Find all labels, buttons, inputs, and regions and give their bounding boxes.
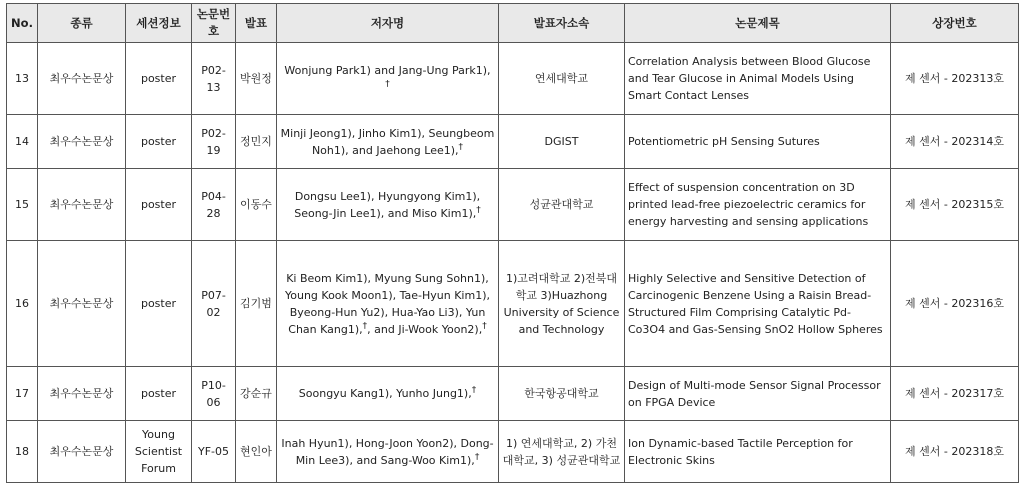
- cell-paper-no: P02-19: [192, 115, 236, 169]
- cell-session: poster: [126, 115, 192, 169]
- header-affiliation: 발표자소속: [499, 4, 625, 43]
- cell-authors: [277, 43, 499, 115]
- cell-paper-no: P10-06: [192, 367, 236, 421]
- authors-text: Wonjung Park1) and Jang-Ung Park1),: [284, 63, 491, 77]
- cell-presenter: 박원정: [236, 43, 277, 115]
- header-session: 세션정보: [126, 4, 192, 43]
- table-row: [7, 421, 1019, 483]
- cell-presenter: 강순규: [236, 367, 277, 421]
- cell-authors: [277, 115, 499, 169]
- cell-award-no: 제 센서 - 202317호: [891, 367, 1019, 421]
- header-row: [7, 4, 1019, 43]
- header-presenter: 발표: [236, 4, 277, 43]
- table-row: [7, 169, 1019, 241]
- cell-type: 최우수논문상: [38, 43, 126, 115]
- cell-award-no: 제 센서 - 202313호: [891, 43, 1019, 115]
- dagger-mark: †: [458, 141, 464, 152]
- cell-title: Potentiometric pH Sensing Sutures: [625, 115, 891, 169]
- cell-session: poster: [126, 43, 192, 115]
- authors-text-tail: , and Ji-Wook Yoon2),: [367, 322, 483, 336]
- dagger-mark: †: [385, 78, 390, 89]
- cell-title: Ion Dynamic-based Tactile Perception for Electronic Skins: [625, 421, 891, 483]
- cell-presenter: 정민지: [236, 115, 277, 169]
- cell-paper-no: P07-02: [192, 241, 236, 367]
- cell-award-no: 제 센서 - 202315호: [891, 169, 1019, 241]
- awards-table: [6, 3, 1019, 483]
- cell-authors: [277, 169, 499, 241]
- authors-text: Soongyu Kang1), Yunho Jung1),: [298, 387, 472, 400]
- header-title: 논문제목: [625, 4, 891, 43]
- cell-affiliation: 1)고려대학교 2)전북대학교 3)Huazhong University of Science and Technology: [499, 241, 625, 367]
- cell-presenter: 김기범: [236, 241, 277, 367]
- dagger-mark: †: [471, 385, 477, 396]
- cell-presenter: 이동수: [236, 169, 277, 241]
- authors-text: Minji Jeong1), Jinho Kim1), Seungbeom Noh1), and Jaehong Lee1),: [280, 126, 495, 157]
- header-paper-no: 논문번호: [192, 4, 236, 43]
- cell-title: Effect of suspension concentration on 3D printed lead-free piezoelectric ceramics for energy harvesting and sensing applications: [625, 169, 891, 241]
- dagger-mark: †: [362, 320, 368, 331]
- cell-authors: [277, 421, 499, 483]
- cell-paper-no: YF-05: [192, 421, 236, 483]
- cell-no: 14: [7, 115, 38, 169]
- cell-session: poster: [126, 169, 192, 241]
- authors-text: Ki Beom Kim1), Myung Sung Sohn1), Young Kook Moon1), Tae-Hyun Kim1), Byeong-Hun Yu2), Hua-Yao Li3), Yun Chan Kang1),: [285, 271, 490, 336]
- table-row: [7, 43, 1019, 115]
- cell-no: 18: [7, 421, 38, 483]
- authors-text: Dongsu Lee1), Hyungyong Kim1), Seong-Jin Lee1), and Miso Kim1),: [294, 189, 481, 220]
- cell-award-no: 제 센서 - 202318호: [891, 421, 1019, 483]
- awards-table-container: [6, 3, 1019, 483]
- cell-no: 17: [7, 367, 38, 421]
- cell-no: 13: [7, 43, 38, 115]
- authors-text: Inah Hyun1), Hong-Joon Yoon2), Dong-Min Lee3), and Sang-Woo Kim1),: [281, 436, 494, 467]
- dagger-mark: †: [474, 451, 480, 462]
- cell-no: 16: [7, 241, 38, 367]
- table-row: [7, 115, 1019, 169]
- header-no: No.: [7, 4, 38, 43]
- cell-no: 15: [7, 169, 38, 241]
- dagger-mark: †: [476, 204, 481, 215]
- cell-affiliation: 연세대학교: [499, 43, 625, 115]
- header-authors: 저자명: [277, 4, 499, 43]
- cell-affiliation: 성균관대학교: [499, 169, 625, 241]
- cell-type: 최우수논문상: [38, 241, 126, 367]
- cell-award-no: 제 센서 - 202316호: [891, 241, 1019, 367]
- cell-title: Highly Selective and Sensitive Detection of Carcinogenic Benzene Using a Raisin Bread-Structured Film Comprising Catalytic Pd-Co3O4 and Gas-Sensing SnO2 Hollow Spheres: [625, 241, 891, 367]
- header-award-no: 상장번호: [891, 4, 1019, 43]
- cell-title: Correlation Analysis between Blood Glucose and Tear Glucose in Animal Models Using Smart Contact Lenses: [625, 43, 891, 115]
- cell-title: Design of Multi-mode Sensor Signal Processor on FPGA Device: [625, 367, 891, 421]
- cell-authors: [277, 241, 499, 367]
- cell-award-no: 제 센서 - 202314호: [891, 115, 1019, 169]
- header-type: 종류: [38, 4, 126, 43]
- cell-type: 최우수논문상: [38, 169, 126, 241]
- cell-type: 최우수논문상: [38, 367, 126, 421]
- cell-session: poster: [126, 241, 192, 367]
- cell-type: 최우수논문상: [38, 115, 126, 169]
- dagger-mark: †: [482, 320, 487, 331]
- cell-presenter: 현인아: [236, 421, 277, 483]
- cell-affiliation: 1) 연세대학교, 2) 가천대학교, 3) 성균관대학교: [499, 421, 625, 483]
- cell-session: Young Scientist Forum: [126, 421, 192, 483]
- cell-affiliation: 한국항공대학교: [499, 367, 625, 421]
- cell-type: 최우수논문상: [38, 421, 126, 483]
- cell-authors: [277, 367, 499, 421]
- table-row: [7, 241, 1019, 367]
- cell-affiliation: DGIST: [499, 115, 625, 169]
- table-row: [7, 367, 1019, 421]
- cell-paper-no: P04-28: [192, 169, 236, 241]
- cell-paper-no: P02-13: [192, 43, 236, 115]
- cell-session: poster: [126, 367, 192, 421]
